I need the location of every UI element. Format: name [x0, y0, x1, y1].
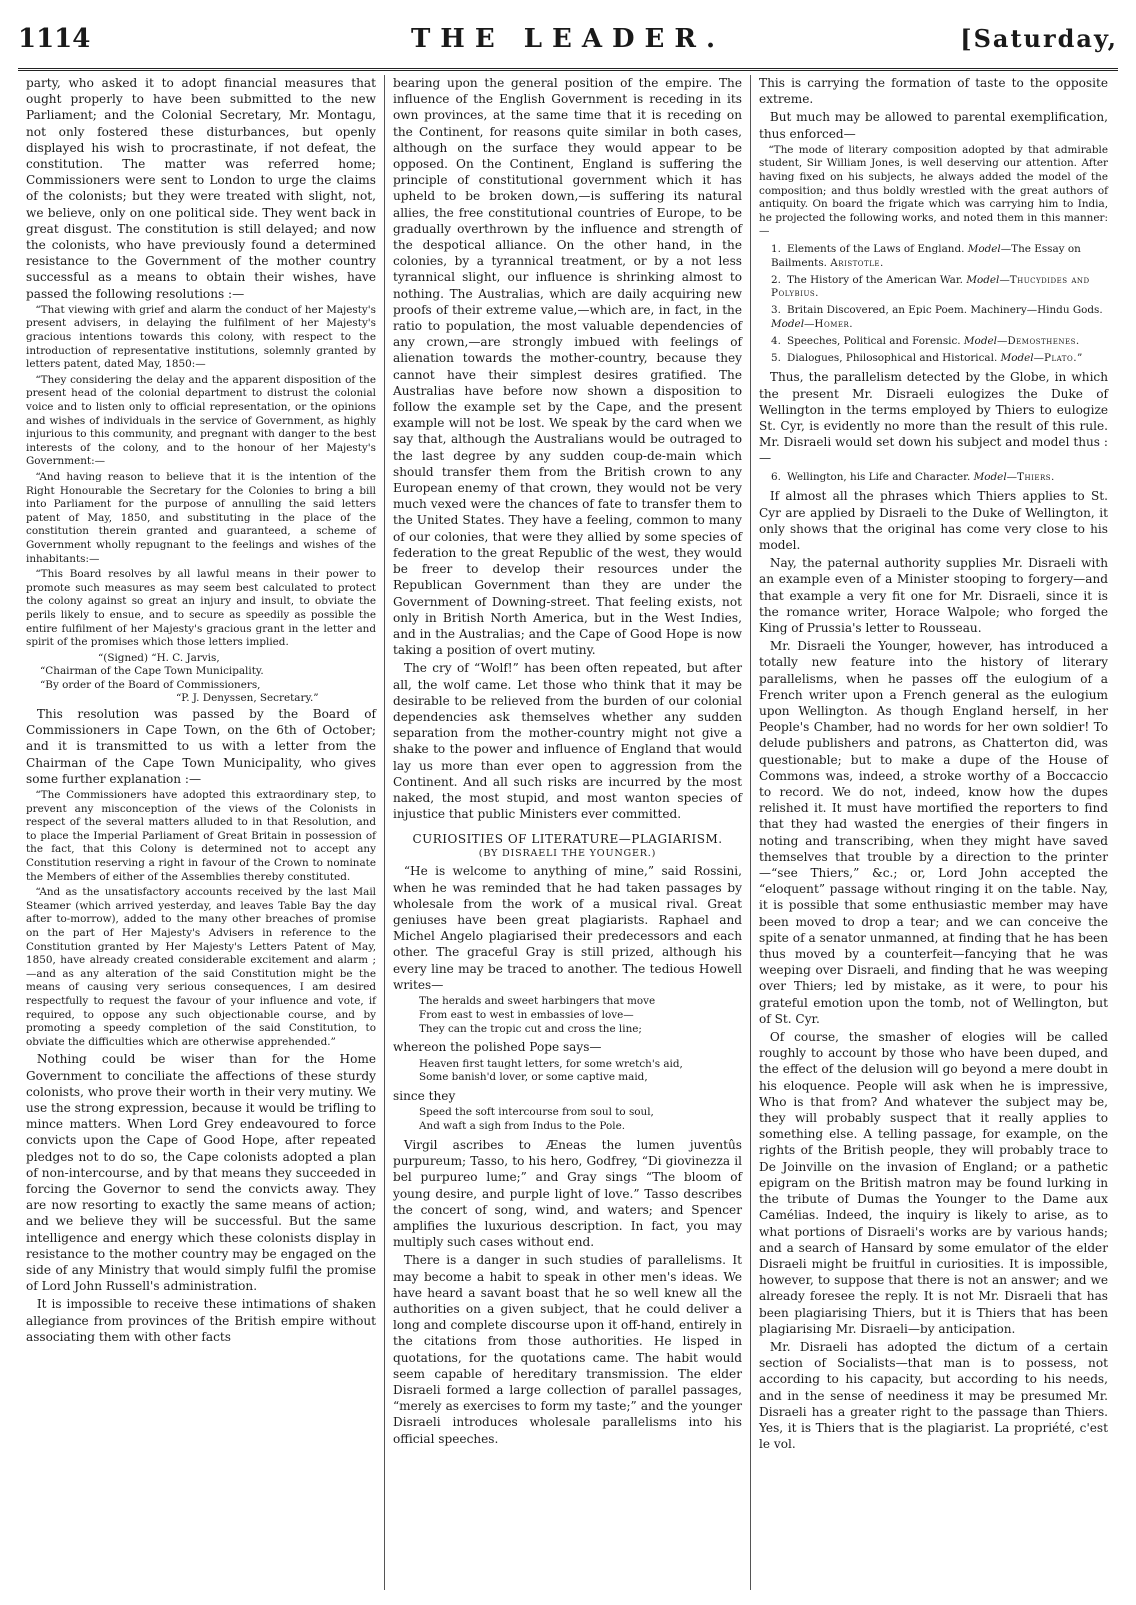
masthead-rule: [18, 68, 1118, 71]
paragraph: Mr. Disraeli has adopted the dictum of a certain section of Socialists—that man is to possess, not according to his capacity, but according to his needs, and in the sense of neediness it may be presumed Mr. Disraeli has a greater right to the passage than Thiers. Yes, it is Thiers that is the plagiarist. La propriété, c'est le vol.: [759, 1339, 1108, 1452]
item-model-label: Model—: [963, 334, 1008, 347]
paragraph: It is impossible to receive these intimations of shaken allegiance from provinces of the British empire without associating them with other facts: [26, 1297, 376, 1344]
page-number: 1114: [18, 24, 91, 54]
verse-line: Speed the soft intercourse from soul to soul,: [419, 1106, 654, 1119]
verse-line: The heralds and sweet harbingers that move: [419, 994, 656, 1007]
quoted-paragraph: “They considering the delay and the apparent disposition of the present head of the colonial department to distrust the colonial voice and to listen only to official representation, or the opinions and wishes of individuals in the service of Government, as highly injurious to this community, and pregnant with danger to the best interests of the colony, and to the honour of her Majesty's Government:—: [26, 373, 376, 468]
verse-line: And waft a sigh from Indus to the Pole.: [419, 1120, 626, 1133]
item-title: Dialogues, Philosophical and Historical.: [787, 351, 998, 364]
works-list-item: [771, 243, 1108, 271]
item-title: Britain Discovered, an Epic Poem. Machinery—Hindu Gods.: [787, 304, 1103, 317]
verse-line: Some banish'd lover, or some captive maid,: [419, 1071, 648, 1084]
item-number: 5.: [771, 351, 781, 364]
paragraph: “He is welcome to anything of mine,” said Rossini, when he was reminded that he had taken passages by wholesale from the work of a musical rival. Great geniuses have been great plagiarists. Raphael and Michel Angelo plagiarised their predecessors and each other. The graceful Gray is still prized, although his every line may be traced to another. The tedious Howell writes—: [393, 864, 742, 992]
verse-quotation: [419, 1106, 742, 1134]
item-title: Speeches, Political and Forensic.: [787, 334, 961, 347]
quoted-paragraph: “And as the unsatisfactory accounts received by the last Mail Steamer (which arrived yesterday, and leaves Table Bay the day after to-morrow), added to the many other breaches of promise on the part of Her Majesty's Advisers in reference to the Constitution granted by Her Majesty's Letters Patent of May, 1850, have already created considerable excitement and alarm ;—and as any alteration of the said Constitution might be the means of causing very serious consequences, I am desired respectfully to request the favour of your influence and vote, if required, to oppose any such objectionable course, and by promoting a speedy completion of the said Constitution, to obviate the difficulties which are otherwise apprehended.”: [26, 886, 376, 1048]
item-model-author: Demosthenes.: [1007, 334, 1080, 347]
newspaper-title: THE LEADER.: [410, 24, 726, 54]
signature-line: “(Signed) “H. C. Jarvis,: [98, 651, 220, 664]
masthead: [18, 24, 1118, 68]
item-title: The History of the American War.: [787, 273, 963, 286]
column-1: [18, 75, 384, 1590]
item-number: 3.: [771, 304, 781, 317]
paragraph: Mr. Disraeli the Younger, however, has introduced a totally new feature into the history of literary parallelisms, when he passes off the eulogium of a French writer upon a French general as the eulogium upon Wellington. As though England herself, in her People's Chamber, had no words for her own soldier! To delude publishers and patrons, as Chatterton did, was questionable; but to make a dupe of the House of Commons was, indeed, a stroke worthy of a Boccaccio to record. We do not, indeed, know how the dupes relished it. It must have mortified the reporters to find that they had wasted the energies of their fingers in noting and transcribing, when they might have saved themselves that trouble by a direction to the printer—“see Thiers,” &c.; or, Lord John accepted the “eloquent” passage without ringing it on the table. Nay, it is possible that some enthusiastic member may have been moved to drop a tear; and we can conceive the spite of a senator unmanned, at finding that he has been thus moved by a counterfeit—fancying that he was weeping over Disraeli, and finding that he was weeping over Thiers; led by mistake, as it were, to pour his grateful emotion upon the tomb, not of Wellington, but of St. Cyr.: [759, 639, 1108, 1026]
item-model-label: Model—: [966, 273, 1010, 286]
works-list: [759, 471, 1108, 485]
item-model-author: Thiers.: [1017, 470, 1055, 483]
paragraph: Nay, the paternal authority supplies Mr. Disraeli with an example even of a Minister stooping to forgery—and that example a very fit one for Mr. Disraeli, since it is the romance writer, Horace Walpole; who forged the King of Prussia's letter to Rousseau.: [759, 556, 1108, 635]
item-model-label: Model—: [771, 317, 815, 330]
quoted-paragraph: “That viewing with grief and alarm the conduct of her Majesty's present advisers, in delaying the fulfilment of her Majesty's gracious intentions towards this colony, with respect to the introduction of representative institutions, solemnly granted by letters patent, dated May, 1850:—: [26, 303, 376, 371]
item-title: Wellington, his Life and Character.: [787, 470, 971, 483]
item-model-author: Thucydides and Polybius.: [771, 273, 1090, 300]
paragraph: There is a danger in such studies of parallelisms. It may become a habit to speak in other men's ideas. We have heard a savant boast that he so well knew all the authorities on a given subject, that he could deliver a long and complete discourse upon it off-hand, entirely in the citations from those authorities. He lisped in quotations, for the quotations came. The habit would seem capable of hereditary transmission. The elder Disraeli formed a large collection of parallel passages, “merely as exercises to form my taste;” and the younger Disraeli introduces wholesale parallelisms into his official speeches.: [393, 1253, 742, 1446]
paragraph: party, who asked it to adopt financial measures that ought properly to have been submitted to the new Parliament; and the Colonial Secretary, Mr. Montagu, not only fostered these disturbances, but openly displayed his wish to procrastinate, if not defeat, the constitution. The matter was referred home; Commissioners were sent to London to urge the claims of the colonists; but they were treated with slight, not, we believe, only on one political side. They went back in great disgust. The constitution is still delayed; and now the colonists, who have previously found a determined resistance to the Government of the mother country successful as a means to obtain their wishes, have passed the following resolutions :—: [26, 76, 376, 301]
paragraph: Nothing could be wiser than for the Home Government to conciliate the affections of these sturdy colonists, who prove their worth in their very mutiny. We use the strong expression, because it would be trifling to mince matters. When Lord Grey endeavoured to force convicts upon the Cape of Good Hope, after repeated pledges not to do so, the Cape colonists adopted a plan of non-intercourse, and by that means they succeeded in forcing the Governor to send the convicts away. They are now resorting to exactly the same means of action; and we believe they will be successful. But the same intelligence and energy which these colonists display in resistance to the mother country may be engaged on the side of any Ministry that would simply fulfil the promise of Lord John Russell's administration.: [26, 1052, 376, 1294]
paragraph: This resolution was passed by the Board of Commissioners in Cape Town, on the 6th of October; and it is transmitted to us with a letter from the Chairman of the Cape Town Municipality, who gives some further explanation :—: [26, 707, 376, 786]
works-list-item: [771, 304, 1108, 332]
verse-line: From east to west in embassies of love—: [419, 1008, 634, 1021]
verse-line: Heaven first taught letters, for some wretch's aid,: [419, 1057, 683, 1070]
works-list-item: [771, 352, 1108, 366]
paragraph: since they: [393, 1089, 456, 1104]
item-model-author: Aristotle.: [830, 256, 884, 269]
column-2: [384, 75, 750, 1590]
column-3: [750, 75, 1116, 1590]
paragraph: But much may be allowed to parental exemplification, thus enforced—: [759, 110, 1108, 141]
quoted-paragraph: “The Commissioners have adopted this extraordinary step, to prevent any misconception of the views of the Colonists in respect of the several matters alluded to in that Resolution, and to place the Imperial Parliament of Great Britain in possession of the fact, that this Colony is determined not to accept any Constitution reserving a right in favour of the Crown to nominate the Members of either of the Assemblies thereby constituted.: [26, 789, 376, 883]
verse-quotation: [419, 1058, 742, 1086]
columns: [18, 75, 1118, 1590]
signature-line: “Chairman of the Cape Town Municipality.: [40, 665, 264, 678]
issue-day: [Saturday,: [960, 24, 1118, 53]
item-model-author: Homer.: [814, 317, 854, 330]
verse-line: They can the tropic cut and cross the line;: [419, 1022, 642, 1035]
paragraph: Virgil ascribes to Æneas the lumen juventûs purpureum; Tasso, to his hero, Godfrey, “Di giovinezza il bel purpureo lume;” and Gray sings “The bloom of young desire, and purple light of love.” Tasso describes the concert of song, wind, and waters; and Spencer amplifies the luxurious description. In fact, you may multiply such cases without end.: [393, 1137, 742, 1250]
article-heading: CURIOSITIES OF LITERATURE—PLAGIARISM.: [412, 832, 723, 847]
signature-line: “By order of the Board of Commissioners,: [40, 678, 261, 691]
quoted-paragraph: “This Board resolves by all lawful means in their power to promote such measures as may seem best calculated to protect the colony against so great an injury and insult, to obviate the perils likely to ensue, and to secure as speedily as possible the entire fulfilment of her Majesty's gracious grant in the letter and spirit of the promises which those letters implied.: [26, 568, 376, 649]
quoted-paragraph: “The mode of literary composition adopted by that admirable student, Sir William Jones, is well deserving our attention. After having fixed on his subjects, he always added the model of the composition; and thus boldly wrestled with the great authors of antiquity. On board the frigate which was carrying him to India, he projected the following works, and noted them in this manner:—: [759, 143, 1108, 238]
quoted-paragraph: “And having reason to believe that it is the intention of the Right Honourable the Secretary for the Colonies to bring a bill into Parliament for the purpose of annulling the said letters patent of May, 1850, and substituting in the place of the constitution therein granted and guaranteed, a scheme of Government wholly repugnant to the feelings and wishes of the inhabitants:—: [26, 470, 376, 565]
paragraph: bearing upon the general position of the empire. The influence of the English Government is receding in its own provinces, at the same time that it is receding on the Continent, for reasons quite similar in both cases, although on the surface they would appear to be opposed. On the Continent, England is suffering the principle of constitutional government which it has upheld to be broken down,—is suffering its natural allies, the free constitutional countries of Europe, to be gradually overthrown by the influence and strength of the despotical alliance. On the other hand, in the colonies, by a tyrannical treatment, or by a not less tyrannical slight, our influence is shrinking almost to nothing. The Australias, which are daily acquiring new proofs of their extreme value,—which are, in fact, in the ratio to population, the most valuable dependencies of any crown,—are strongly imbued with feelings of alienation towards the mother-country, because they cannot have their simplest desires gratified. The Australias have before now shown a disposition to follow the example set by the Cape, and the present example will not be lost. We speak by the card when we say that, although the Australians would be outraged to the last degree by any sudden coup-de-main which should transfer them from the British crown to any European enemy of that crown, they would not be very much vexed were the chances of fate to transfer them to the United States. They have a feeling, common to many of our colonies, that were they allied by some species of federation to the great Republic of the west, they would be freer to develop their resources under the Republican Government than they are under the Government of Downing-street. That feeling exists, not only in British North America, but in the West Indies, and in the Australias; and the Cape of Good Hope is now taking a position of overt mutiny.: [393, 76, 742, 658]
paragraph: This is carrying the formation of taste to the opposite extreme.: [759, 76, 1108, 107]
paragraph: whereon the polished Pope says—: [393, 1040, 602, 1055]
item-model-detail: The Essay on Bailments.: [771, 242, 1081, 269]
works-list-item: [771, 274, 1108, 302]
item-number: 1.: [771, 242, 781, 255]
works-list-item: [771, 471, 1108, 485]
article-byline: (BY DISRAELI THE YOUNGER.): [478, 848, 657, 860]
item-number: 6.: [771, 470, 781, 483]
item-model-label: Model—: [973, 470, 1018, 483]
paragraph: Of course, the smasher of elogies will be called roughly to account by those who have been duped, and the effect of the delusion will go beyond a mere doubt in his eloquence. People will ask when he is impressive, Who is that from? And whatever the subject may be, they will probably suspect that it really applies to something else. A telling passage, for example, on the rights of the British people, they will probably trace to De Joinville on the invasion of England; or a pathetic epigram on the British matron may be found lurking in the tribute of Dumas the Younger to the Dame aux Camélias. Indeed, the inquiry is likely to arise, as to what portions of Disraeli's works are by various hands; and a search of Hansard by some emulator of the elder Disraeli might be fruitful in curiosities. It is impossible, however, to suppose that there is not an answer; and we already foresee the reply. It is not Mr. Disraeli that has been plagiarising Thiers, but it is Thiers that has been plagiarising Mr. Disraeli—by anticipation.: [759, 1030, 1108, 1336]
verse-quotation: [419, 995, 742, 1036]
item-number: 4.: [771, 334, 781, 347]
paragraph: The cry of “Wolf!” has been often repeated, but after all, the wolf came. Let those who think that it may be desirable to be relieved from the burden of our colonial dependencies ask themselves whether any sudden separation from the mother-country might not give a shake to the power and influence of England that would lay us more than ever open to aggression from the Continent. And all such risks are incurred by the most naked, the most stupid, and most wanton species of injustice that public Ministers ever committed.: [393, 661, 742, 822]
signature-line: “P. J. Denyssen, Secretary.”: [176, 692, 319, 705]
works-list: [759, 243, 1108, 365]
item-model-author: Plato.”: [1044, 351, 1083, 364]
item-title: Elements of the Laws of England.: [787, 242, 965, 255]
paragraph: If almost all the phrases which Thiers applies to St. Cyr are applied by Disraeli to the Duke of Wellington, it only shows that the original has come very close to his model.: [759, 489, 1108, 552]
item-model-label: Model—: [1000, 351, 1044, 364]
works-list-item: [771, 335, 1108, 349]
paragraph: Thus, the parallelism detected by the Globe, in which the present Mr. Disraeli eulogizes the Duke of Wellington in the terms employed by Thiers to eulogize St. Cyr, is evidently no more than the result of this rule. Mr. Disraeli would set down his subject and model thus :—: [759, 370, 1108, 466]
item-number: 2.: [771, 273, 781, 286]
item-model-label: Model—: [967, 242, 1012, 255]
